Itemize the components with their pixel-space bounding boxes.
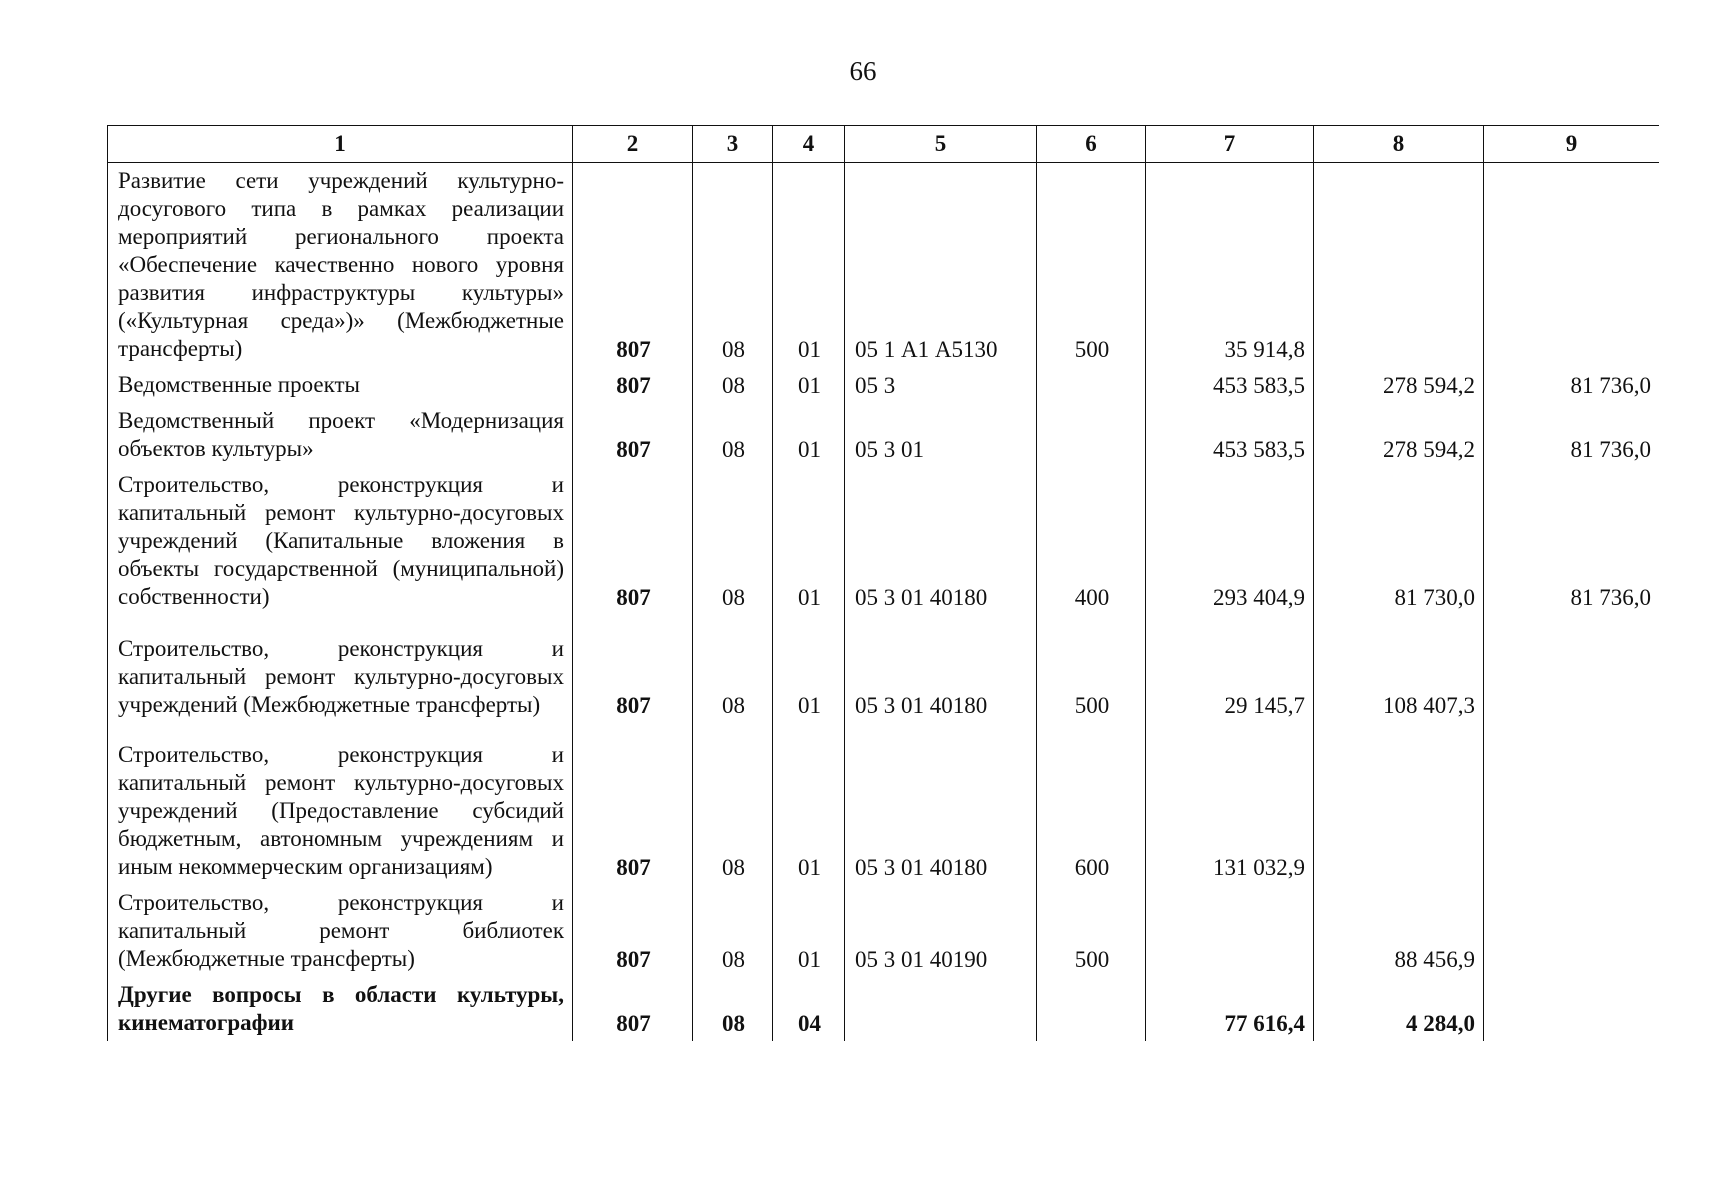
row-amount-3: 81 736,0 bbox=[1484, 403, 1660, 467]
column-header: 7 bbox=[1146, 126, 1314, 163]
row-amount-3 bbox=[1484, 885, 1660, 977]
row-pr-code: 01 bbox=[773, 403, 845, 467]
row-gr-code: 807 bbox=[573, 885, 693, 977]
row-rz-code: 08 bbox=[693, 467, 773, 615]
row-name: Развитие сети учреждений культурно-досугового типа в рамках реализации мероприятий регионального проекта «Обеспечение качественно нового уровня развития инфраструктуры культуры» («Культурная среда»)» (Межбюджетные трансферты) bbox=[108, 163, 573, 368]
row-name: Строительство, реконструкция и капитальный ремонт культурно-досуговых учреждений (Межбюджетные трансферты) bbox=[108, 615, 573, 723]
row-amount-2: 108 407,3 bbox=[1314, 615, 1484, 723]
row-name: Строительство, реконструкция и капитальный ремонт библиотек (Межбюджетные трансферты) bbox=[108, 885, 573, 977]
row-pr-code: 01 bbox=[773, 467, 845, 615]
row-amount-3 bbox=[1484, 977, 1660, 1041]
row-pr-code: 01 bbox=[773, 367, 845, 403]
column-header: 9 bbox=[1484, 126, 1660, 163]
page-number: 66 bbox=[849, 56, 877, 86]
row-vr-code: 600 bbox=[1037, 723, 1146, 885]
row-csr-code: 05 3 01 40180 bbox=[845, 615, 1037, 723]
table-row bbox=[108, 403, 1660, 467]
row-gr-code: 807 bbox=[573, 615, 693, 723]
row-amount-1: 131 032,9 bbox=[1146, 723, 1314, 885]
row-amount-3 bbox=[1484, 163, 1660, 368]
row-amount-1: 35 914,8 bbox=[1146, 163, 1314, 368]
table-body bbox=[108, 163, 1660, 1042]
row-amount-1: 29 145,7 bbox=[1146, 615, 1314, 723]
row-name: Другие вопросы в области культуры, кинематографии bbox=[108, 977, 573, 1041]
row-rz-code: 08 bbox=[693, 367, 773, 403]
column-header: 5 bbox=[845, 126, 1037, 163]
row-name: Строительство, реконструкция и капитальный ремонт культурно-досуговых учреждений (Капитальные вложения в объекты государственной (муниципальной) собственности) bbox=[108, 467, 573, 615]
row-csr-code: 05 1 А1 А5130 bbox=[845, 163, 1037, 368]
row-vr-code: 500 bbox=[1037, 885, 1146, 977]
row-name: Строительство, реконструкция и капитальный ремонт культурно-досуговых учреждений (Предоставление субсидий бюджетным, автономным учреждениям и иным некоммерческим организациям) bbox=[108, 723, 573, 885]
table-row bbox=[108, 367, 1660, 403]
row-pr-code: 01 bbox=[773, 885, 845, 977]
row-gr-code: 807 bbox=[573, 367, 693, 403]
column-header: 4 bbox=[773, 126, 845, 163]
row-rz-code: 08 bbox=[693, 885, 773, 977]
row-csr-code bbox=[845, 977, 1037, 1041]
table-row bbox=[108, 723, 1660, 885]
row-csr-code: 05 3 01 40190 bbox=[845, 885, 1037, 977]
row-amount-3: 81 736,0 bbox=[1484, 467, 1660, 615]
row-amount-1: 293 404,9 bbox=[1146, 467, 1314, 615]
table-row bbox=[108, 467, 1660, 615]
row-gr-code: 807 bbox=[573, 403, 693, 467]
row-pr-code: 01 bbox=[773, 615, 845, 723]
column-header: 8 bbox=[1314, 126, 1484, 163]
table-row bbox=[108, 885, 1660, 977]
row-csr-code: 05 3 01 40180 bbox=[845, 467, 1037, 615]
row-amount-1: 453 583,5 bbox=[1146, 403, 1314, 467]
column-header: 3 bbox=[693, 126, 773, 163]
row-pr-code: 01 bbox=[773, 723, 845, 885]
row-amount-1: 77 616,4 bbox=[1146, 977, 1314, 1041]
row-rz-code: 08 bbox=[693, 723, 773, 885]
row-amount-2 bbox=[1314, 723, 1484, 885]
column-header: 6 bbox=[1037, 126, 1146, 163]
header-row bbox=[108, 126, 1660, 163]
row-rz-code: 08 bbox=[693, 977, 773, 1041]
row-gr-code: 807 bbox=[573, 977, 693, 1041]
row-rz-code: 08 bbox=[693, 163, 773, 368]
row-vr-code: 500 bbox=[1037, 615, 1146, 723]
row-amount-2: 81 730,0 bbox=[1314, 467, 1484, 615]
row-amount-1: 453 583,5 bbox=[1146, 367, 1314, 403]
row-amount-2: 4 284,0 bbox=[1314, 977, 1484, 1041]
row-pr-code: 04 bbox=[773, 977, 845, 1041]
budget-table bbox=[107, 125, 1659, 1041]
row-csr-code: 05 3 01 40180 bbox=[845, 723, 1037, 885]
row-amount-2: 278 594,2 bbox=[1314, 367, 1484, 403]
row-csr-code: 05 3 bbox=[845, 367, 1037, 403]
row-amount-1 bbox=[1146, 885, 1314, 977]
row-amount-2: 88 456,9 bbox=[1314, 885, 1484, 977]
row-name: Ведомственный проект «Модернизация объектов культуры» bbox=[108, 403, 573, 467]
row-gr-code: 807 bbox=[573, 467, 693, 615]
table-row bbox=[108, 977, 1660, 1041]
row-vr-code bbox=[1037, 403, 1146, 467]
table-row bbox=[108, 163, 1660, 368]
row-rz-code: 08 bbox=[693, 403, 773, 467]
row-gr-code: 807 bbox=[573, 723, 693, 885]
row-pr-code: 01 bbox=[773, 163, 845, 368]
row-vr-code: 500 bbox=[1037, 163, 1146, 368]
row-vr-code bbox=[1037, 367, 1146, 403]
table-row bbox=[108, 615, 1660, 723]
row-csr-code: 05 3 01 bbox=[845, 403, 1037, 467]
row-name: Ведомственные проекты bbox=[108, 367, 573, 403]
row-amount-2 bbox=[1314, 163, 1484, 368]
row-rz-code: 08 bbox=[693, 615, 773, 723]
row-vr-code bbox=[1037, 977, 1146, 1041]
row-gr-code: 807 bbox=[573, 163, 693, 368]
column-header: 2 bbox=[573, 126, 693, 163]
row-amount-3: 81 736,0 bbox=[1484, 367, 1660, 403]
row-amount-3 bbox=[1484, 723, 1660, 885]
row-amount-2: 278 594,2 bbox=[1314, 403, 1484, 467]
row-amount-3 bbox=[1484, 615, 1660, 723]
budget-table-container bbox=[107, 125, 1659, 1075]
row-vr-code: 400 bbox=[1037, 467, 1146, 615]
column-header: 1 bbox=[108, 126, 573, 163]
